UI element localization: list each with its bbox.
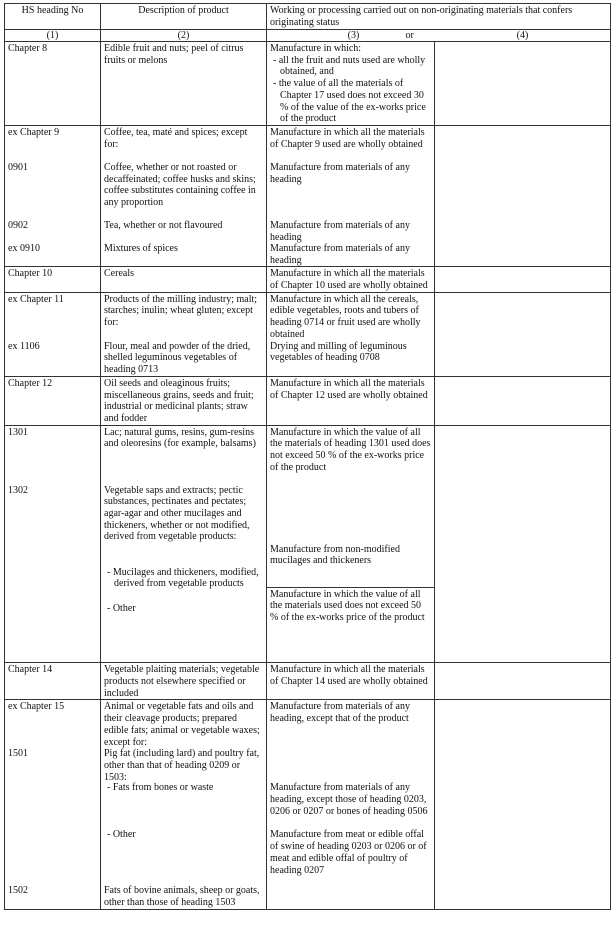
table-row [5,292,611,376]
column-number-2: (2) [101,30,267,42]
description-cell [101,425,267,663]
alt-working-cell [435,425,611,663]
hs-cell [5,425,101,663]
alt-working-cell [435,663,611,700]
description-cell [101,42,267,126]
working-text: Manufacture in which all the materials of Chapter 14 used are wholly obtained [270,664,428,688]
alt-working-cell [435,267,611,292]
description-text: Tea, whether or not flavoured [104,219,223,231]
description-text: Edible fruit and nuts; peel of citrus fruits or melons [104,43,244,66]
description-cell [101,125,267,266]
description-text: Vegetable saps and extracts; pectic substances, pectinates and pectates; agar-agar and other mucilages and thickeners, whether or not modified, derived from vegetable products: [104,484,250,543]
working-text: Manufacture in which all the materials of Chapter 10 used are wholly obtained [270,268,428,292]
working-text: - the value of all the materials of Chapter 17 used does not exceed 30 % of the value of the ex-works price of the product [273,78,426,125]
working-text: Manufacture from materials of any heading, except those of heading 0203, 0206 or 0207 or bones of heading 0506 [270,782,428,817]
hs-code: ex Chapter 9 [8,126,60,138]
table-row [5,663,611,700]
hs-code: ex 0910 [8,242,40,254]
hs-code: Chapter 12 [8,377,53,389]
hs-cell [5,376,101,425]
description-text: Mixtures of spices [104,242,178,254]
hs-code: 1502 [8,885,28,897]
table-row [5,700,611,909]
hs-code: 1302 [8,484,28,496]
working-text: Manufacture from materials of any heading [270,161,410,185]
description-text: Animal or vegetable fats and oils and their cleavage products; prepared edible fats; animal or vegetable waxes; except for: [104,701,260,748]
working-text: Manufacture in which all the materials of Chapter 9 used are wholly obtained [270,126,425,150]
alt-working-cell [435,700,611,909]
hs-code: ex 1106 [8,340,40,352]
table-row [5,42,611,126]
description-text: Vegetable plaiting materials; vegetable products not elsewhere specified or included [104,664,260,699]
hs-code: 1501 [8,748,28,760]
working-text: Manufacture in which all the cereals, edible vegetables, roots and tubers of heading 0714 or fruit used are wholly obtained [270,293,421,340]
description-text: Coffee, tea, maté and spices; except for: [104,126,248,150]
column-number-row [5,30,611,42]
hs-cell [5,292,101,376]
working-cell [267,700,435,909]
working-text: Manufacture from materials of any heading, except that of the product [270,701,410,725]
working-cell [267,125,435,266]
description-text: - Other [107,829,136,841]
alt-working-cell [435,376,611,425]
table-row [5,267,611,292]
table-row [5,376,611,425]
description-text: - Other [107,602,136,614]
working-text: Manufacture from materials of any heading [270,219,410,243]
hs-code: ex Chapter 11 [8,293,64,305]
working-text: Drying and milling of leguminous vegetables of heading 0708 [270,340,407,364]
header-working: Working or processing carried out on non-originating materials that confers originating status [267,4,611,30]
working-text: Manufacture in which the value of all the materials used does not exceed 50 % of the ex-works price of the product [270,588,425,624]
working-text: - all the fruit and nuts used are wholly obtained, and [273,54,426,78]
hs-code: Chapter 14 [8,664,53,676]
hs-code: 1301 [8,426,28,438]
description-text: Cereals [104,268,134,280]
table-row [5,125,611,266]
description-cell [101,292,267,376]
working-cell [267,292,435,376]
hs-code: Chapter 8 [8,43,48,54]
rules-table [4,3,611,910]
description-text: Flour, meal and powder of the dried, shelled leguminous vegetables of heading 0713 [104,340,251,376]
description-cell [101,700,267,909]
description-text: - Mucilages and thickeners, modified, derived from vegetable products [107,566,259,590]
working-cell [267,587,435,663]
alt-working-cell [435,125,611,266]
working-cell [267,42,435,126]
description-text: Products of the milling industry; malt; starches; inulin; wheat gluten; except for: [104,293,258,329]
hs-code: 0901 [8,161,28,173]
working-text: Manufacture in which: [270,43,362,54]
description-text: Lac; natural gums, resins, gum-resins and oleoresins (for example, balsams) [104,426,256,450]
working-cell [267,267,435,292]
header-description: Description of product [101,4,267,30]
working-cell [267,663,435,700]
header-hs-heading: HS heading No [5,4,101,30]
description-text: Coffee, whether or not roasted or decaffeinated; coffee husks and skins; coffee substitutes containing coffee in any proportion [104,161,256,209]
hs-cell [5,700,101,909]
hs-code: Chapter 10 [8,268,53,280]
hs-cell [5,125,101,266]
working-text: Manufacture from non-modified mucilages and thickeners [270,543,400,567]
working-cell [267,425,435,587]
hs-cell [5,663,101,700]
working-cell [267,376,435,425]
description-cell [101,663,267,700]
alt-working-cell [435,42,611,126]
alt-working-cell [435,292,611,376]
description-text: Oil seeds and oleaginous fruits; miscellaneous grains, seeds and fruit; industrial or medicinal plants; straw and fodder [104,377,254,424]
working-text: Manufacture from materials of any heading [270,242,410,266]
column-number-3-4: (3) or (4) [267,30,611,42]
hs-cell [5,42,101,126]
hs-code: 0902 [8,219,28,231]
hs-code: ex Chapter 15 [8,701,65,713]
column-number-3: (3) [347,30,360,41]
column-number-1: (1) [5,30,101,42]
description-cell [101,267,267,292]
working-text: Manufacture in which the value of all the materials of heading 1301 used does not exceed 50 % of the ex-works price of the product [270,426,431,473]
description-text: - Fats from bones or waste [107,782,214,794]
header-row [5,4,611,30]
working-text: Manufacture from meat or edible offal of swine of heading 0203 or 0206 or of meat and edible offal of poultry of heading 0207 [270,829,427,876]
description-text: Pig fat (including lard) and poultry fat, other than that of heading 0209 or 1503: [104,748,260,783]
description-cell [101,376,267,425]
column-number-4: (4) [516,30,529,41]
working-text: Manufacture in which all the materials of Chapter 12 used are wholly obtained [270,377,428,401]
table-row [5,425,611,587]
description-text: Fats of bovine animals, sheep or goats, other than those of heading 1503 [104,885,260,909]
hs-cell [5,267,101,292]
